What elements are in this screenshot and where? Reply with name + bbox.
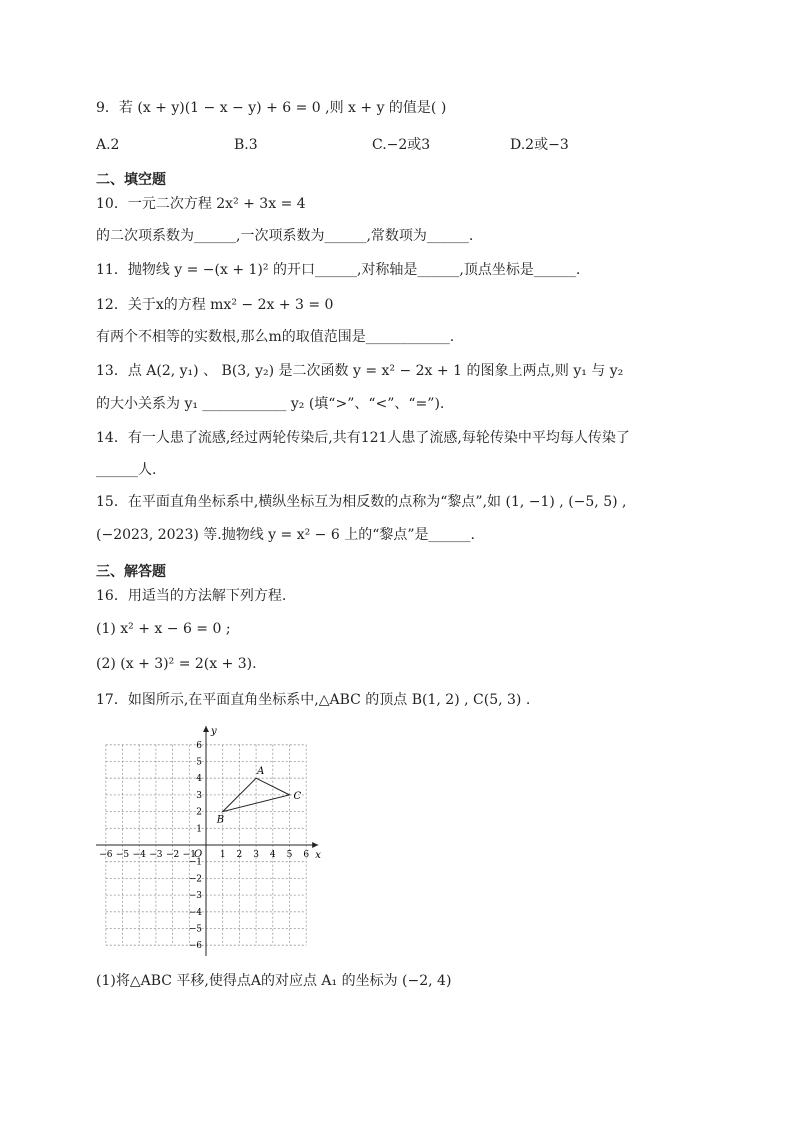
q10-line1: 10．一元二次方程 2x² + 3x = 4: [96, 196, 306, 212]
y-tick-label: −4: [188, 907, 202, 918]
q12-line1: 12．关于x的方程 mx² − 2x + 3 = 0: [96, 297, 334, 313]
q9-option-c: C.−2或3: [372, 137, 431, 153]
q16-line1: 16．用适当的方法解下列方程.: [96, 588, 287, 604]
y-tick-label: 4: [196, 774, 202, 785]
x-tick-label: 1: [219, 850, 226, 860]
coordinate-grid-figure: [96, 724, 326, 956]
y-tick-label: 5: [196, 757, 202, 768]
q15-line2: (−2023, 2023) 等.抛物线 y = x² − 6 上的“黎点”是______.: [96, 527, 475, 543]
y-tick-label: −2: [188, 874, 202, 885]
y-axis-arrow: [203, 726, 209, 732]
q9-option-d: D.2或−3: [510, 137, 569, 153]
origin-label: O: [194, 849, 203, 860]
y-tick-label: 1: [196, 824, 202, 835]
y-axis-label: y: [211, 726, 217, 737]
point-label-c: C: [293, 790, 302, 802]
q11-line1: 11．抛物线 y = −(x + 1)² 的开口______,对称轴是______,顶点坐标是______.: [96, 262, 581, 278]
y-tick-label: −3: [188, 891, 202, 902]
section-title-fill-in: 二、填空题: [96, 172, 166, 188]
x-tick-label: −6: [99, 850, 113, 860]
q10-line2: 的二次项系数为______,一次项系数为______,常数项为______.: [96, 228, 474, 244]
x-tick-label: −1: [182, 850, 196, 860]
x-tick-label: 6: [303, 850, 310, 860]
y-tick-label: 3: [196, 790, 202, 801]
coordinate-grid: [96, 724, 326, 956]
q17-line1: 17．如图所示,在平面直角坐标系中,△ABC 的顶点 B(1, 2) , C(5, 3) .: [96, 692, 531, 708]
q16-part1: (1) x² + x − 6 = 0 ;: [96, 621, 231, 637]
y-tick-label: 6: [196, 740, 202, 751]
x-tick-label: −5: [115, 850, 130, 860]
x-tick-label: 4: [269, 850, 276, 860]
q15-line1: 15．在平面直角坐标系中,横纵坐标互为相反数的点称为“黎点”,如 (1, −1) , (−5, 5) ,: [96, 494, 627, 510]
x-axis-label: x: [315, 850, 321, 861]
x-tick-label: 3: [253, 850, 259, 860]
q14-line2: ______人.: [96, 462, 157, 478]
q12-line2: 有两个不相等的实数根,那么m的取值范围是____________.: [96, 329, 455, 345]
x-tick-label: −3: [149, 850, 163, 860]
y-tick-label: 2: [196, 807, 202, 818]
q9-option-a: A.2: [96, 137, 120, 153]
section-title-solve: 三、解答题: [96, 564, 166, 580]
x-tick-label: 5: [286, 850, 293, 860]
q14-line1: 14．有一人患了流感,经过两轮传染后,共有121人患了流感,每轮传染中平均每人传染了: [96, 430, 630, 446]
q17-part1: (1)将△ABC 平移,使得点A的对应点 A₁ 的坐标为 (−2, 4): [96, 973, 452, 989]
x-tick-label: −2: [165, 850, 180, 860]
y-tick-label: −1: [188, 857, 202, 868]
point-label-b: B: [216, 814, 225, 826]
q9-stem: 9．若 (x + y)(1 − x − y) + 6 = 0 ,则 x + y 的值是( ): [96, 100, 447, 116]
y-tick-label: −6: [188, 941, 202, 952]
x-tick-label: −4: [132, 850, 146, 860]
q13-line2: 的大小关系为 y₁ ____________ y₂ (填“>”、“<”、“=”).: [96, 396, 445, 412]
q13-line1: 13．点 A(2, y₁) 、 B(3, y₂) 是二次函数 y = x² − 2x + 1 的图象上两点,则 y₁ 与 y₂: [96, 363, 624, 379]
q9-option-b: B.3: [234, 137, 258, 153]
y-tick-label: −5: [188, 924, 202, 935]
x-tick-label: 2: [236, 850, 243, 860]
point-label-a: A: [257, 766, 265, 778]
x-axis-arrow: [312, 842, 318, 848]
q16-part2: (2) (x + 3)² = 2(x + 3).: [96, 656, 257, 672]
